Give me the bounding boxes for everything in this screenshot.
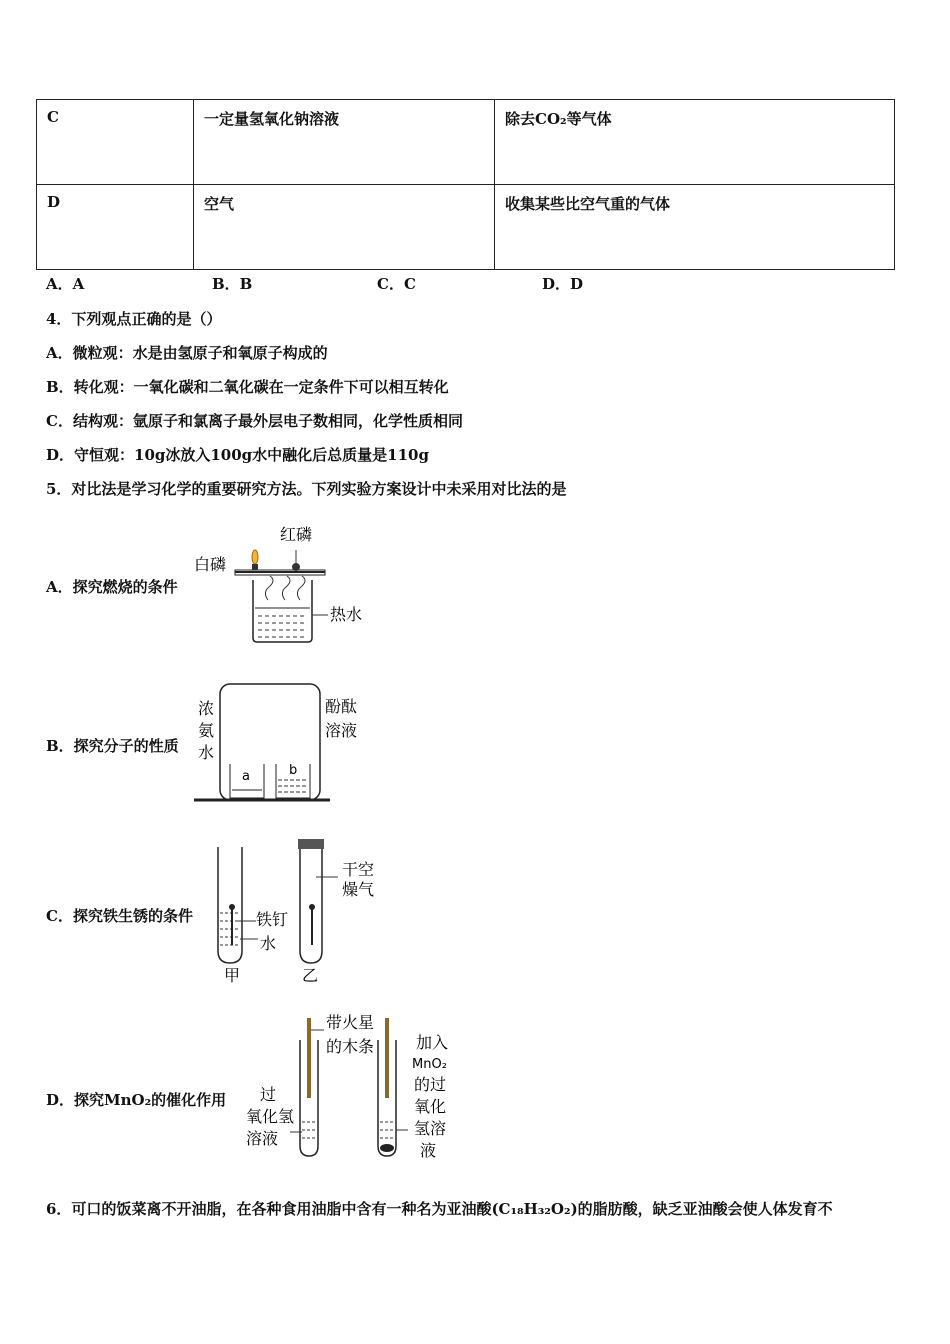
row-purpose: 收集某些比空气重的气体	[495, 185, 895, 270]
table-row	[37, 185, 895, 270]
label-dry-air-1: 干空	[342, 860, 375, 879]
q5-option-c[interactable]: C．探究铁生锈的条件	[46, 907, 193, 925]
figure-rust	[210, 835, 400, 985]
label-red-phosphorus: 红磷	[280, 525, 313, 544]
label-dry-air-2: 燥气	[342, 880, 375, 899]
label-splint-2: 的木条	[326, 1037, 375, 1056]
label-tube-yi: 乙	[302, 966, 319, 985]
label-phenolphthalein-1: 酚酞	[325, 697, 358, 716]
q4-option-c[interactable]: C．结构观：氩原子和氯离子最外层电子数相同，化学性质相同	[46, 412, 463, 430]
label-ammonia-2: 氨	[198, 721, 215, 740]
answer-b[interactable]: B．B	[212, 275, 253, 293]
row-reagent: 一定量氢氧化钠溶液	[194, 100, 495, 185]
options-table	[36, 99, 895, 270]
table-row	[37, 100, 895, 185]
figure-catalyst	[240, 1010, 460, 1160]
label-ammonia-1: 浓	[198, 699, 215, 718]
label-h2o2-3: 溶液	[246, 1129, 279, 1148]
label-beaker-b: b	[289, 763, 298, 778]
q5-option-d[interactable]: D．探究MnO₂的催化作用	[46, 1091, 227, 1109]
label-mno2-2: MnO₂	[412, 1057, 447, 1072]
label-nail: 铁钉	[256, 910, 289, 929]
answer-a[interactable]: A．A	[46, 275, 85, 293]
label-mno2-3: 的过	[414, 1075, 447, 1094]
row-purpose: 除去CO₂等气体	[495, 100, 895, 185]
q4-option-b[interactable]: B．转化观：一氧化碳和二氧化碳在一定条件下可以相互转化	[46, 378, 449, 396]
row-label: C	[37, 100, 194, 185]
label-beaker-a: a	[242, 769, 250, 784]
q4-option-a[interactable]: A．微粒观：水是由氢原子和氧原子构成的	[46, 344, 328, 362]
label-phenolphthalein-2: 溶液	[325, 721, 358, 740]
label-white-phosphorus: 白磷	[194, 555, 227, 574]
label-h2o2-1: 过	[260, 1085, 277, 1104]
label-splint-1: 带火星	[326, 1013, 375, 1032]
answer-c[interactable]: C．C	[377, 275, 416, 293]
label-tube-jia: 甲	[224, 966, 241, 985]
q5-stem: 5．对比法是学习化学的重要研究方法。下列实验方案设计中未采用对比法的是	[46, 480, 567, 498]
label-mno2-4: 氧化	[414, 1097, 447, 1116]
q5-option-a[interactable]: A．探究燃烧的条件	[46, 578, 178, 596]
q6-stem: 6．可口的饭菜离不开油脂，在各种食用油脂中含有一种名为亚油酸(C₁₈H₃₂O₂)的脂肪酸，缺乏亚油酸会使人体发育不	[46, 1200, 833, 1218]
figure-molecules	[190, 680, 370, 810]
q4-stem: 4．下列观点正确的是（）	[46, 310, 222, 328]
row-reagent: 空气	[194, 185, 495, 270]
answer-d[interactable]: D．D	[542, 275, 584, 293]
q4-option-d[interactable]: D．守恒观：10g冰放入100g水中融化后总质量是110g	[46, 446, 429, 464]
figure-combustion	[190, 520, 390, 650]
row-label: D	[37, 185, 194, 270]
label-water: 水	[260, 934, 277, 953]
label-hot-water: 热水	[330, 605, 363, 624]
label-mno2-5: 氢溶	[414, 1119, 447, 1138]
label-mno2-1: 加入	[416, 1033, 449, 1052]
q5-option-b[interactable]: B．探究分子的性质	[46, 737, 179, 755]
label-h2o2-2: 氧化氢	[246, 1107, 295, 1126]
label-ammonia-3: 水	[198, 743, 215, 762]
label-mno2-6: 液	[420, 1141, 437, 1160]
